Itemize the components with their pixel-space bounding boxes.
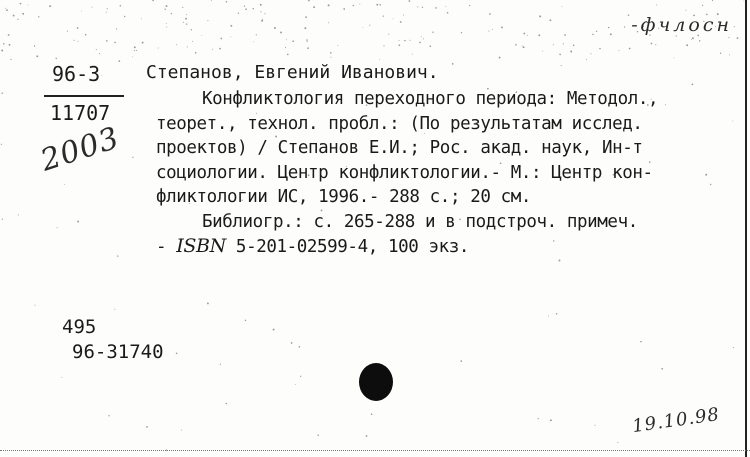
handwritten-year: 2003 bbox=[36, 120, 124, 179]
isbn-line bbox=[156, 234, 741, 259]
description-line-5: фликтологии ИС, 1996.- 288 с.; 20 см. bbox=[156, 187, 532, 207]
handwritten-note-top: -фчлосн bbox=[631, 14, 732, 36]
call-number-rule bbox=[44, 95, 124, 97]
description-line-4: социологии. Центр конфликтологии.- М.: Центр кон- bbox=[156, 162, 653, 183]
call-number-secondary: 11707 bbox=[50, 101, 111, 125]
description-line-1: Конфликтология переходного периода: Методол., bbox=[202, 89, 659, 109]
card-bottom-edge bbox=[0, 449, 750, 451]
isbn-handwritten-label: ISBN bbox=[176, 235, 226, 257]
shelf-number: 495 bbox=[62, 316, 97, 338]
description-line-6: Библиогр.: с. 265-288 и в подстроч. примеч. bbox=[202, 211, 638, 232]
description-line-3: проектов) / Степанов Е.И.; Рос. акад. наук, Ин-т bbox=[156, 138, 643, 158]
isbn-value: 5-201-02599-4, 100 экз. bbox=[225, 237, 470, 257]
card-punch-hole bbox=[359, 363, 393, 401]
isbn-prefix: - bbox=[156, 237, 177, 257]
description-line-2: теорет., технол. пробл.: (По результатам исслед. bbox=[156, 113, 643, 134]
bibliographic-description bbox=[156, 87, 741, 259]
handwritten-date: 19.10.98 bbox=[630, 403, 722, 438]
call-number: 96-3 bbox=[52, 62, 101, 86]
card-right-edge bbox=[745, 0, 747, 457]
accession-number: 96-31740 bbox=[72, 341, 164, 363]
author-heading: Степанов, Евгений Иванович. bbox=[146, 62, 439, 83]
